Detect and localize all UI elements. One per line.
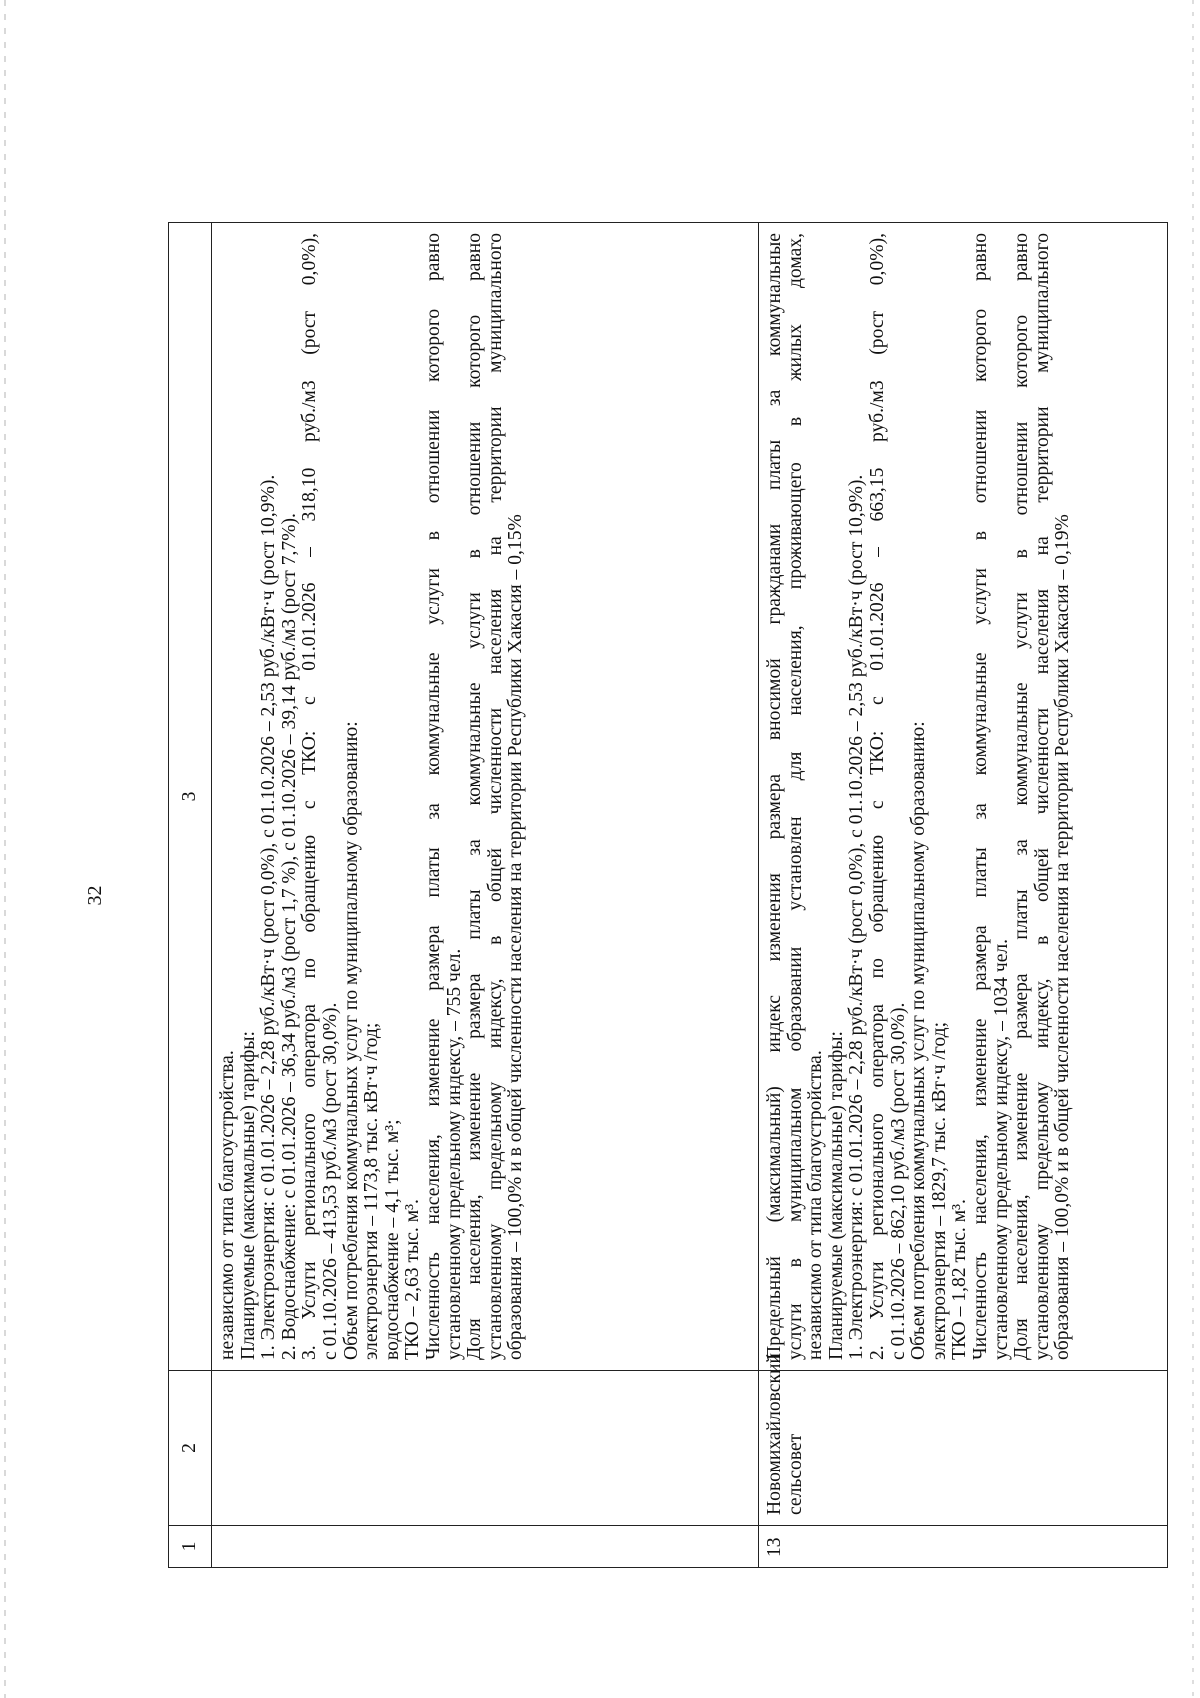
text-line: 2. Водоснабжение: с 01.01.2026 – 36,34 руб./м3 (рост 1,7 %), с 01.10.2026 – 39,14 руб./м3 (рост 7,7%). xyxy=(278,513,300,1360)
column-header-2: 2 xyxy=(169,1371,212,1526)
tariff-table xyxy=(168,222,1168,1568)
text-line: 2. Услуги регионального оператора по обращению с ТКО: с 01.01.2026 – 663,15 руб./м3 (рост 0,0%), xyxy=(866,233,888,1360)
text-line: установленному предельному индексу, – 755 чел. xyxy=(443,948,465,1360)
text-line: электроэнергия – 1173,8 тыс. кВт·ч /год; xyxy=(361,1022,383,1360)
page-number: 32 xyxy=(84,885,106,906)
text-line: Объем потребления коммунальных услуг по муниципальному образованию: xyxy=(908,721,930,1360)
text-line: электроэнергия – 1829,7 тыс. кВт·ч /год; xyxy=(928,1021,950,1360)
text-line: установленному предельному индексу, в общей численности населения на территории муниципального xyxy=(1031,233,1053,1360)
table-row xyxy=(759,223,1168,1568)
table-header-row xyxy=(169,223,212,1568)
text-line: 1. Электроэнергия: с 01.01.2026 – 2,28 руб./кВт·ч (рост 0,0%), с 01.10.2026 – 2,53 руб./кВт·ч (рост 10,9%). xyxy=(258,474,280,1360)
text-line: независимо от типа благоустройства. xyxy=(217,1050,238,1360)
text-line: ТКО – 1,82 тыс. м³. xyxy=(949,1199,971,1360)
text-line: Доля населения, изменение размера платы за коммунальные услуги в отношении которого равно xyxy=(464,233,486,1360)
text-line: Численность населения, изменение размера платы за коммунальные услуги в отношении которого равно xyxy=(422,233,444,1360)
text-line: с 01.10.2026 – 862,10 руб./м3 (рост 30,0%). xyxy=(887,1002,909,1360)
text-line: установленному предельному индексу, в общей численности населения на территории муниципального xyxy=(484,233,506,1360)
description-cell xyxy=(212,223,759,1371)
table-row xyxy=(212,223,759,1568)
text-line: 1. Электроэнергия: с 01.01.2026 – 2,28 руб./кВт·ч (рост 0,0%), с 01.10.2026 – 2,53 руб./кВт·ч (рост 10,9%). xyxy=(846,474,868,1360)
municipality-cell xyxy=(212,1371,759,1526)
text-line: с 01.10.2026 – 413,53 руб./м3 (рост 30,0%). xyxy=(319,1002,341,1360)
rotated-page xyxy=(0,93,1200,1698)
row-number-cell: 13 xyxy=(759,1526,1168,1568)
text-line: водоснабжение – 4,1 тыс. м³; xyxy=(381,1119,403,1360)
text-line: Численность населения, изменение размера платы за коммунальные услуги в отношении которого равно xyxy=(969,233,991,1360)
text-line: ТКО – 2,63 тыс. м³. xyxy=(402,1199,424,1360)
row-number-cell xyxy=(212,1526,759,1568)
text-line: услуги в муниципальном образовании установлен для населения, проживающего в жилых домах, xyxy=(784,233,806,1360)
text-line: Предельный (максимальный) индекс изменения размера вносимой гражданами платы за коммунальные xyxy=(764,233,785,1360)
municipality-cell: Новомихайловский сельсовет xyxy=(759,1371,1168,1526)
text-line: Планируемые (максимальные) тарифы: xyxy=(825,1031,847,1360)
text-line: Объем потребления коммунальных услуг по муниципальному образованию: xyxy=(340,721,362,1360)
text-line: 3. Услуги регионального оператора по обращению с ТКО: с 01.01.2026 – 318,10 руб./м3 (рост 0,0%), xyxy=(299,233,321,1360)
text-line: Доля населения, изменение размера платы за коммунальные услуги в отношении которого равно xyxy=(1011,233,1033,1360)
text-line: независимо от типа благоустройства. xyxy=(805,1050,827,1360)
column-header-3: 3 xyxy=(169,223,212,1371)
text-line: установленному предельному индексу, – 1034 чел. xyxy=(990,938,1012,1360)
text-line: образования – 100,0% и в общей численности населения на территории Республики Хакасия – 0,15% xyxy=(505,514,527,1360)
text-line: Планируемые (максимальные) тарифы: xyxy=(237,1031,259,1360)
description-cell xyxy=(759,223,1168,1371)
column-header-1: 1 xyxy=(169,1526,212,1568)
text-line: образования – 100,0% и в общей численности населения на территории Республики Хакасия – 0,19% xyxy=(1052,514,1074,1360)
